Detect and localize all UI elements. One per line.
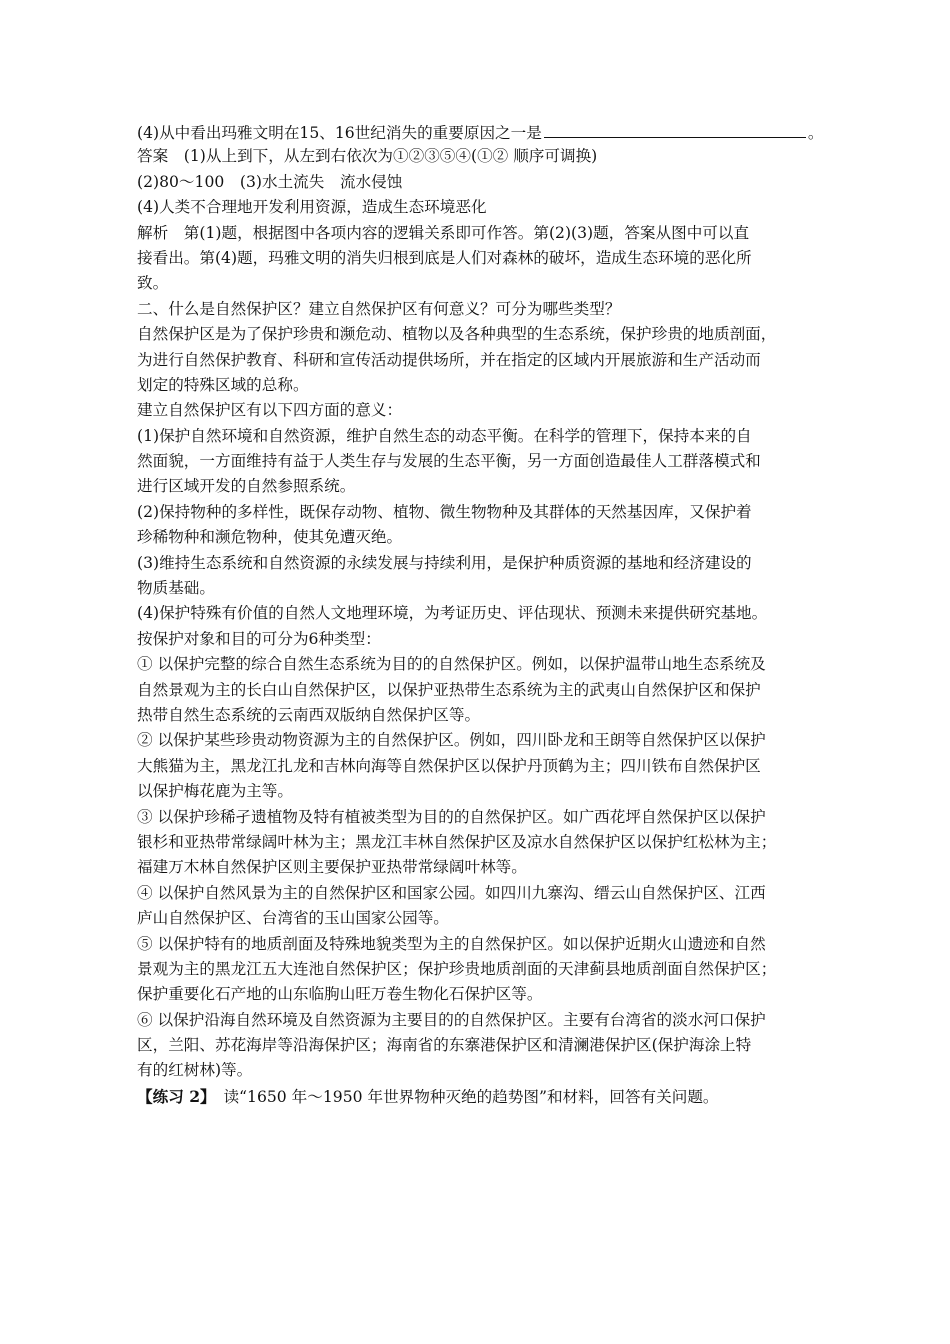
- type-line: ① 以保护完整的综合自然生态系统为目的的自然保护区。例如，以保护温带山地生态系统及: [137, 655, 766, 674]
- type-line: 福建万木林自然保护区则主要保护亚热带常绿阔叶林等。: [137, 858, 527, 877]
- type-line: 大熊猫为主，黑龙江扎龙和吉林向海等自然保护区以保护丹顶鹤为主；四川铁布自然保护区: [137, 756, 761, 775]
- type-line: ④ 以保护自然风景为主的自然保护区和国家公园。如四川九寨沟、缙云山自然保护区、江西: [137, 883, 766, 902]
- type-line: ⑤ 以保护特有的地质剖面及特殊地貌类型为主的自然保护区。如以保护近期火山遗迹和自然: [137, 934, 766, 953]
- significance-line: 进行区域开发的自然参照系统。: [137, 477, 356, 496]
- significance-line: (1)保护自然环境和自然资源，维护自然生态的动态平衡。在科学的管理下，保持本来的自: [137, 426, 752, 445]
- analysis-line-2: 接看出。第(4)题，玛雅文明的消失归根到底是人们对森林的破坏，造成生态环境的恶化所: [137, 248, 752, 267]
- answer-blank: [544, 119, 806, 138]
- definition-line: 为进行自然保护教育、科研和宣传活动提供场所，并在指定的区域内开展旅游和生产活动而: [137, 350, 761, 369]
- analysis-text-1: 第(1)题，根据图中各项内容的逻辑关系即可作答。第(2)(3)题，答案从图中可以直: [168, 223, 750, 242]
- answer-label: 答案: [137, 147, 169, 166]
- type-line: ⑥ 以保护沿海自然环境及自然资源为主要目的的自然保护区。主要有台湾省的淡水河口保护: [137, 1010, 766, 1029]
- significance-line: 物质基础。: [137, 579, 215, 598]
- significance-line: (4)保护特殊有价值的自然人文地理环境，为考证历史、评估现状、预测未来提供研究基地。: [137, 604, 768, 623]
- significance-intro: 建立自然保护区有以下四方面的意义：: [137, 401, 403, 420]
- analysis-line-1: [137, 221, 827, 246]
- type-line: 银杉和亚热带常绿阔叶林为主；黑龙江丰林自然保护区及凉水自然保护区以保护红松林为主；: [137, 832, 777, 851]
- exercise-2-text: 读“1650 年～1950 年世界物种灭绝的趋势图”和材料，回答有关问题。: [207, 1087, 719, 1106]
- document-page: [137, 119, 827, 1109]
- question-4: [137, 119, 827, 144]
- question-4-end: 。: [807, 124, 824, 142]
- type-line: 保护重要化石产地的山东临朐山旺万卷生物化石保护区等。: [137, 985, 543, 1004]
- question-4-text: (4)从中看出玛雅文明在15、16世纪消失的重要原因之一是: [137, 124, 542, 142]
- answer-line-1: [137, 144, 827, 169]
- analysis-label: 解析: [137, 223, 169, 242]
- section-2-heading: 二、什么是自然保护区？建立自然保护区有何意义？可分为哪些类型？: [137, 299, 621, 318]
- answer-line-2: (2)80～100 (3)水土流失 流水侵蚀: [137, 172, 403, 191]
- significance-line: 珍稀物种和濒危物种，使其免遭灭绝。: [137, 528, 403, 547]
- type-line: 景观为主的黑龙江五大连池自然保护区；保护珍贵地质剖面的天津蓟县地质剖面自然保护区；: [137, 959, 777, 978]
- type-line: 热带自然生态系统的云南西双版纳自然保护区等。: [137, 705, 481, 724]
- type-line: ③ 以保护珍稀孑遗植物及特有植被类型为目的的自然保护区。如广西花坪自然保护区以保护: [137, 807, 766, 826]
- definition-line: 自然保护区是为了保护珍贵和濒危动、植物以及各种典型的生态系统，保护珍贵的地质剖面，: [137, 325, 777, 344]
- types-intro: 按保护对象和目的可分为6种类型：: [137, 629, 381, 648]
- type-line: 庐山自然保护区、台湾省的玉山国家公园等。: [137, 909, 449, 928]
- significance-line: (2)保持物种的多样性，既保存动物、植物、微生物物种及其群体的天然基因库，又保护着: [137, 502, 752, 521]
- analysis-line-3: 致。: [137, 274, 169, 293]
- answer-text-1: (1)从上到下，从左到右依次为①②③⑤④(①② 顺序可调换): [168, 147, 598, 166]
- significance-line: (3)维持生态系统和自然资源的永续发展与持续利用，是保护种质资源的基地和经济建设的: [137, 553, 752, 572]
- exercise-2: [137, 1084, 827, 1109]
- answer-line-3: (4)人类不合理地开发利用资源，造成生态环境恶化: [137, 198, 487, 217]
- definition-line: 划定的特殊区域的总称。: [137, 375, 309, 394]
- type-line: ② 以保护某些珍贵动物资源为主的自然保护区。例如，四川卧龙和王朗等自然保护区以保护: [137, 731, 766, 750]
- type-line: 自然景观为主的长白山自然保护区，以保护亚热带生态系统为主的武夷山自然保护区和保护: [137, 680, 761, 699]
- type-line: 区，兰阳、苏花海岸等沿海保护区；海南省的东寨港保护区和清澜港保护区(保护海涂上特: [137, 1036, 752, 1055]
- exercise-2-tag: 【练习 2】: [137, 1086, 208, 1106]
- type-line: 有的红树林)等。: [137, 1061, 253, 1080]
- type-line: 以保护梅花鹿为主等。: [137, 782, 293, 801]
- significance-line: 然面貌，一方面维持有益于人类生存与发展的生态平衡，另一方面创造最佳人工群落模式和: [137, 452, 761, 471]
